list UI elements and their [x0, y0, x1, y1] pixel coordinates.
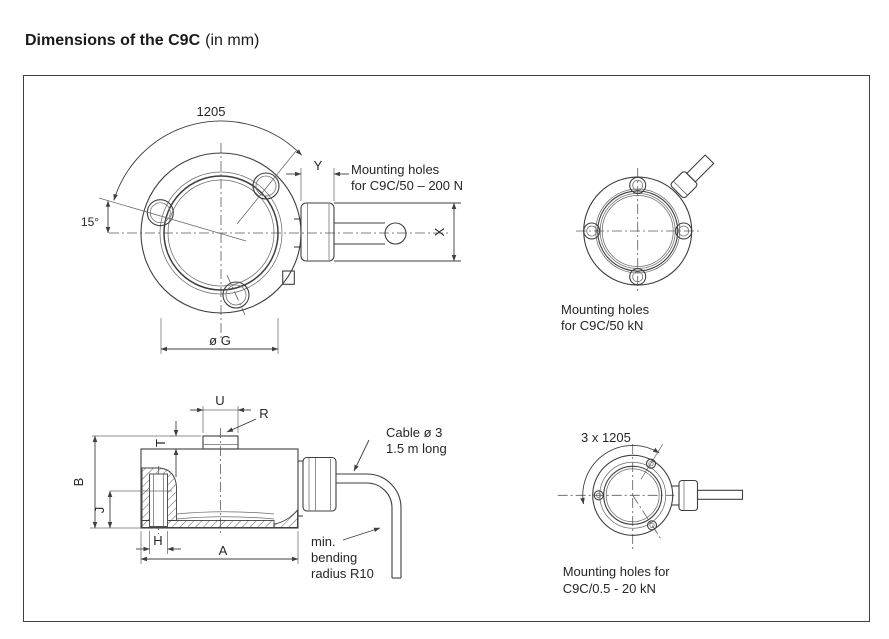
title-main: Dimensions of the C9C	[25, 32, 201, 49]
side-view-drawing	[71, 393, 447, 581]
bend-radius-note	[311, 528, 380, 581]
dim-label-a: A	[218, 543, 228, 558]
dimension-drawing	[24, 76, 869, 621]
drawing-frame	[23, 75, 870, 622]
caption-line1: Mounting holes	[561, 302, 650, 317]
angle-label-15deg: 15°	[80, 215, 100, 229]
dim-label-b: B	[71, 477, 86, 487]
caption-line2: for C9C/50 kN	[561, 318, 644, 333]
mounting-note-line1: Mounting holes	[351, 162, 440, 177]
page-title	[25, 32, 259, 50]
caption	[561, 302, 650, 333]
dim-label-t: T	[153, 439, 168, 447]
dim-dia-g	[161, 318, 278, 354]
caption	[563, 564, 671, 596]
dim-h	[136, 531, 181, 554]
dim-label-y: Y	[313, 158, 323, 173]
dim-label-r: R	[259, 406, 269, 421]
mounting-50kn-drawing	[561, 152, 717, 333]
front-view-drawing	[81, 104, 463, 354]
dim-y	[286, 158, 349, 201]
dim-u	[190, 393, 251, 433]
dim-x	[432, 203, 454, 261]
cable-note-line2: 1.5 m long	[386, 441, 447, 456]
section-hatching	[142, 468, 298, 528]
dim-label-x: X	[432, 227, 447, 237]
cable-gland-connector	[672, 481, 743, 511]
caption-line1: Mounting holes for	[562, 564, 670, 579]
cable-gland-connector	[298, 458, 336, 517]
bend-note-line2: bending	[311, 550, 358, 565]
dim-label-1205: 1205	[196, 104, 226, 119]
centerlines	[558, 444, 675, 552]
dim-label-dia-g: ø G	[209, 333, 231, 348]
dim-label-j: J	[92, 506, 107, 514]
cable-note-line1: Cable ø 3	[386, 425, 443, 440]
dim-label-3x1205: 3 x 1205	[581, 430, 631, 445]
cable-note	[354, 425, 447, 471]
bolt-holes	[147, 173, 279, 308]
dim-1205	[114, 104, 302, 224]
cable-gland-connector	[670, 152, 717, 199]
dim-label-u: U	[215, 393, 225, 408]
dim-a	[141, 531, 298, 564]
bend-note-line1: min.	[311, 534, 336, 549]
mounting-note-line2: for C9C/50 – 200 N	[351, 178, 464, 193]
mounting-note	[351, 162, 463, 193]
title-suffix: (in mm)	[205, 32, 260, 49]
mounting-small-drawing	[558, 430, 743, 596]
bend-note-line3: radius R10	[311, 566, 374, 581]
dim-label-h: H	[153, 533, 163, 548]
centerlines	[576, 168, 700, 294]
caption-line2: C9C/0.5 - 20 kN	[562, 581, 656, 596]
